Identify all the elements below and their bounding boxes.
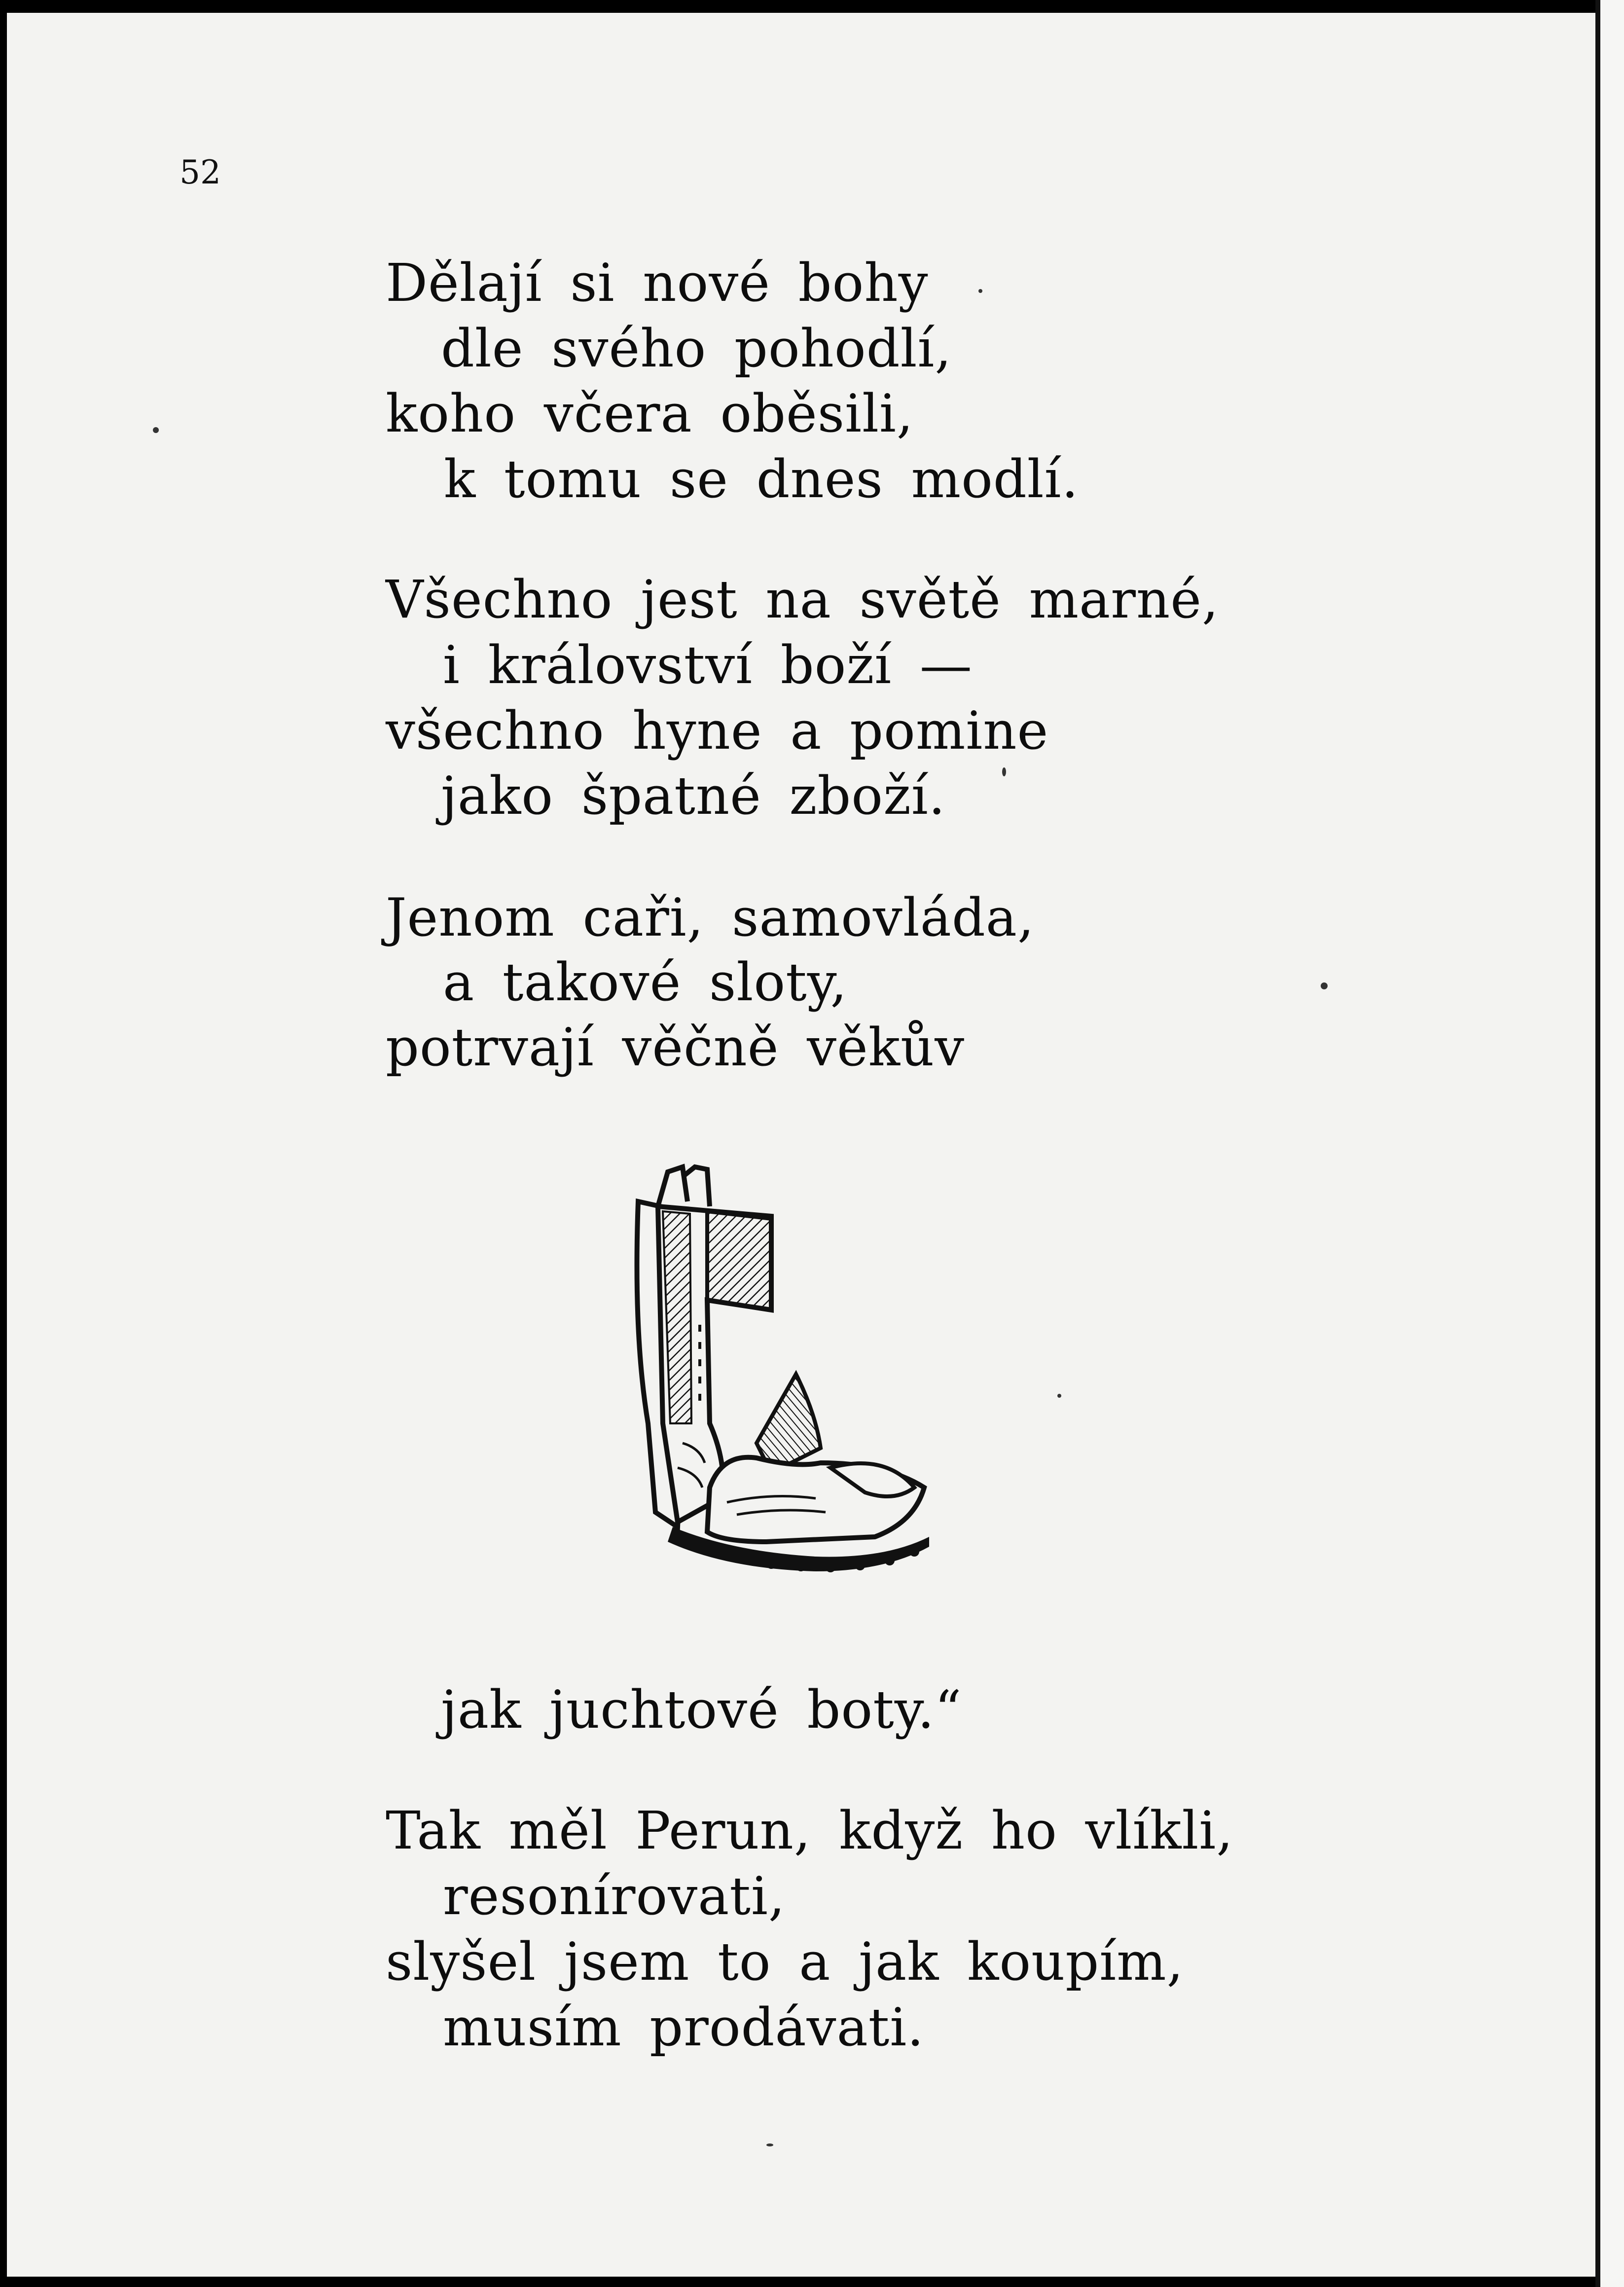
poem-line: všechno hyne a pomine	[386, 700, 1049, 761]
poem-line: jak juchtové boty.“	[441, 1679, 962, 1740]
poem-line: Dělají si nové bohy	[386, 253, 929, 313]
book-page	[7, 13, 1599, 2277]
poem	[7, 13, 1599, 2277]
poem-line: potrvají věčně věkův	[386, 1017, 965, 1078]
poem-line: i království boží —	[443, 635, 973, 695]
poem-line: k tomu se dnes modlí.	[444, 449, 1079, 509]
poem-line: a takové sloty,	[443, 952, 848, 1013]
poem-line: slyšel jsem to a jak koupím,	[386, 1931, 1184, 1992]
poem-line: dle svého pohodlí,	[441, 318, 952, 379]
page-edge	[1595, 0, 1624, 2287]
poem-line: Všechno jest na světě marné,	[386, 569, 1219, 630]
poem-line: Jenom caři, samovláda,	[386, 887, 1035, 948]
poem-line: musím prodávati.	[443, 1997, 924, 2058]
poem-line: resonírovati,	[443, 1866, 786, 1926]
poem-line: Tak měl Perun, když ho vlíkli,	[386, 1800, 1234, 1861]
page-number: 52	[180, 153, 221, 191]
boots-icon	[609, 1147, 954, 1601]
poem-line: koho včera oběsili,	[386, 383, 914, 444]
poem-line: jako špatné zboží.	[441, 765, 946, 826]
